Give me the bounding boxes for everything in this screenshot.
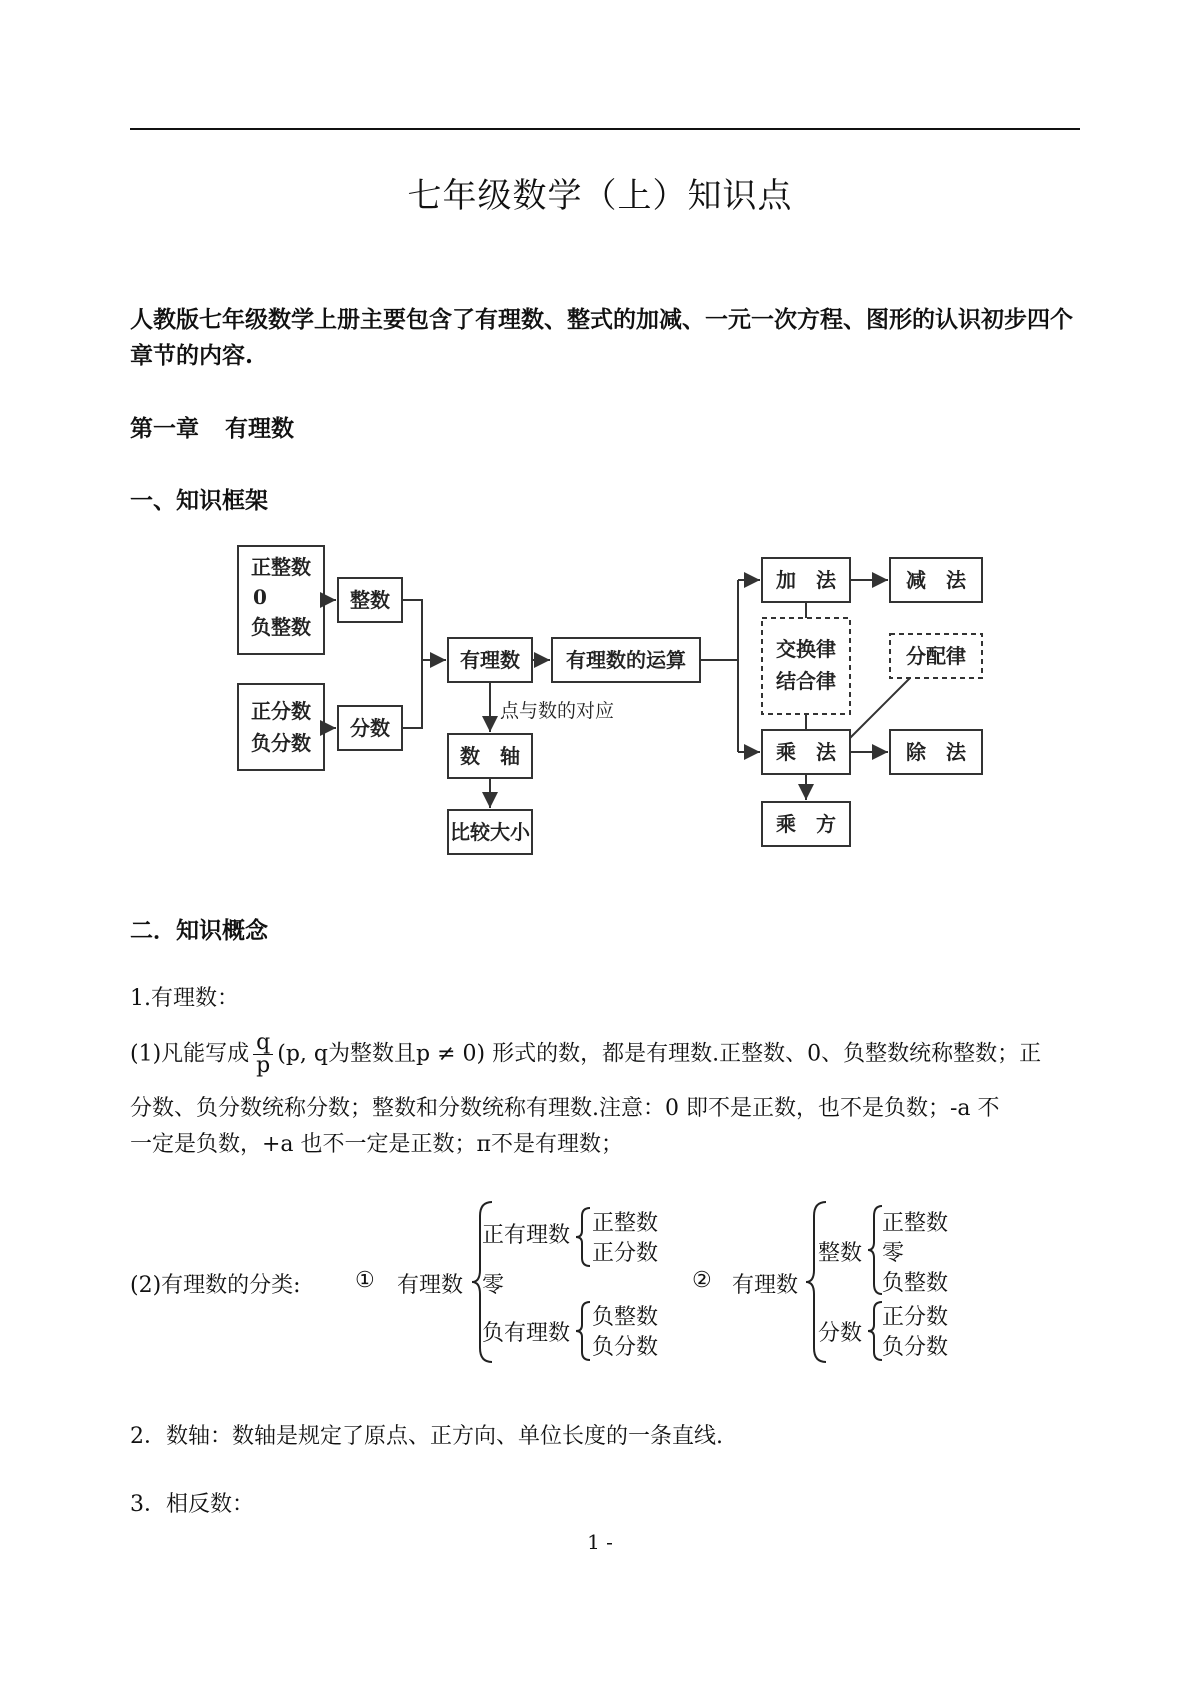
brace-1-pos: [574, 1206, 592, 1268]
node-power: 乘 方: [776, 812, 836, 836]
fraction-denominator: p: [256, 1053, 271, 1078]
item1-suffix: (p, q为整数且p ≠ 0) 形式的数，都是有理数.正整数、0、负整数统称整数；正: [277, 1041, 1042, 1067]
label-point-number: 点与数的对应: [500, 700, 615, 722]
classification-1-pos: 正有理数: [482, 1223, 571, 1248]
classification-2-pos-frac: 正分数: [882, 1305, 949, 1330]
classification-1-root: 有理数: [397, 1273, 464, 1298]
chapter-label: 第一章: [130, 415, 199, 442]
page-number: 1 -: [587, 1530, 613, 1554]
node-operations: 有理数的运算: [566, 648, 686, 672]
page-title: 七年级数学（上）知识点: [407, 176, 793, 216]
box-laws: [762, 618, 850, 714]
classification-1-neg-int: 负整数: [592, 1305, 659, 1330]
node-multiply: 乘 法: [776, 740, 836, 764]
node-subtract: 减 法: [906, 568, 966, 592]
node-numberline: 数 轴: [460, 744, 520, 768]
classification-2-fraction: 分数: [818, 1321, 863, 1346]
section-knowledge-framework: 一、知识框架: [130, 487, 268, 514]
chapter-heading: [130, 410, 294, 443]
node-pos-frac: 正分数: [251, 699, 311, 723]
top-rule: [130, 128, 1080, 130]
node-distrib: 分配律: [906, 644, 966, 668]
classification-2-pos-int: 正整数: [882, 1211, 949, 1236]
node-divide: 除 法: [906, 740, 966, 764]
classification-2-zero: 零: [882, 1241, 905, 1266]
node-commute: 交换律: [776, 637, 836, 661]
node-rational: 有理数: [460, 648, 520, 672]
node-add: 加 法: [776, 568, 836, 592]
classification-1-zero: 零: [482, 1273, 505, 1298]
classification-2-neg-int: 负整数: [882, 1271, 949, 1296]
node-assoc: 结合律: [776, 669, 836, 693]
classification-1-neg-frac: 负分数: [592, 1335, 659, 1360]
classification-label: (2)有理数的分类:: [130, 1273, 301, 1298]
classification-mark-2: ②: [692, 1268, 712, 1293]
section-knowledge-concepts: 二．知识概念: [130, 917, 268, 944]
node-compare: 比较大小: [450, 820, 530, 844]
node-neg-int: 负整数: [251, 615, 311, 639]
classification-1-pos-frac: 正分数: [592, 1241, 659, 1266]
node-pos-int: 正整数: [251, 555, 311, 579]
item1-line1: [130, 1032, 1090, 1077]
classification-1-pos-int: 正整数: [592, 1211, 659, 1236]
classification-2-root: 有理数: [732, 1273, 799, 1298]
node-fraction: 分数: [350, 716, 390, 740]
node-neg-frac: 负分数: [251, 731, 311, 755]
item1-prefix: (1)凡能写成: [130, 1041, 250, 1067]
classification-2-neg-frac: 负分数: [882, 1335, 949, 1360]
box-fractions-group: [238, 684, 324, 770]
fraction-q-over-p: [253, 1032, 273, 1077]
node-zero: 0: [253, 585, 267, 609]
node-integer: 整数: [350, 588, 390, 612]
fraction-numerator: q: [253, 1032, 273, 1055]
item1-line2: 分数、负分数统称分数；整数和分数统称有理数.注意：0 即不是正数，也不是负数；-a 不: [130, 1096, 1000, 1121]
item2-numberline: 2．数轴：数轴是规定了原点、正方向、单位长度的一条直线.: [130, 1424, 723, 1449]
classification-1-neg: 负有理数: [482, 1321, 571, 1346]
item1-line3: 一定是负数，+a 也不一定是正数；π不是有理数；: [130, 1132, 624, 1157]
classification-2-integer: 整数: [818, 1241, 863, 1266]
intro-paragraph: 人教版七年级数学上册主要包含了有理数、整式的加减、一元一次方程、图形的认识初步四个章节的内容.: [130, 306, 1073, 369]
item1-title: 1.有理数：: [130, 986, 239, 1011]
knowledge-framework-diagram: [230, 538, 1030, 868]
item3-opposite: 3．相反数：: [130, 1492, 254, 1517]
chapter-name: 有理数: [225, 415, 295, 442]
brace-1-neg: [574, 1300, 592, 1362]
classification-mark-1: ①: [355, 1268, 375, 1293]
